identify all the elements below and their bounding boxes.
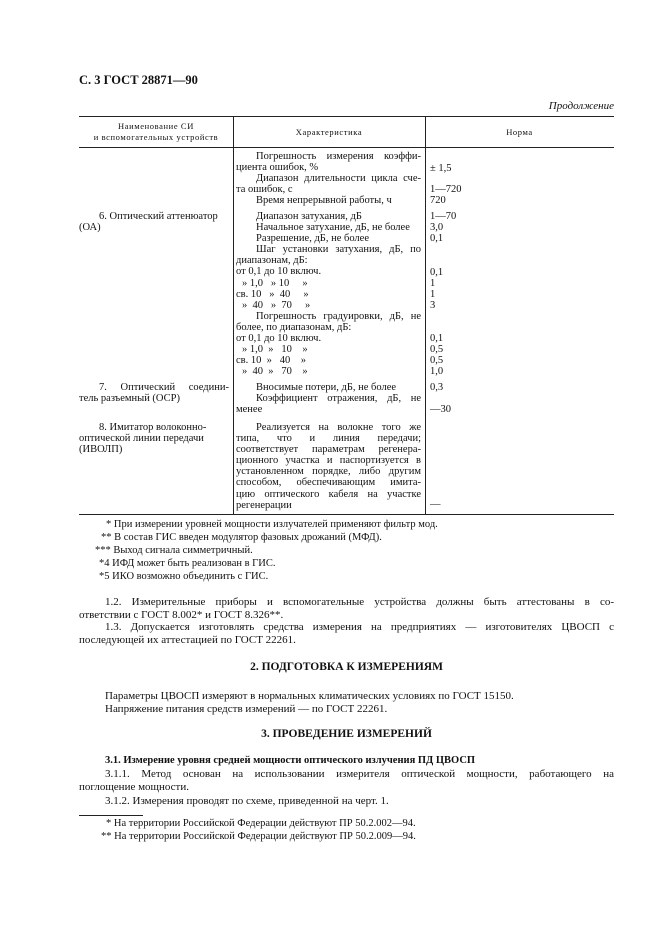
norm-value: 3: [430, 300, 436, 311]
norm-value: 0,1: [430, 267, 444, 278]
page-footnote: ** На территории Российской Федерации действуют ПР 50.2.009—94.: [101, 831, 416, 842]
characteristics-block-2: Диапазон затухания, дБ Начальное затухание, дБ, не более Разрешение, дБ, не более Шаг установки затухания, дБ, по диапазонам, дБ: от 0,1 до 10 включ. » 1,0 » 10 » св. 10 » 40 » » 40 » 70 » Погрешность градуировки, дБ, не более, по диапазонам, дБ: от 0,1 до 10 включ. » 1,0 » 10 » св. 10 » 40 » » 40 » 70 »: [236, 211, 421, 378]
norm-value: 0,5: [430, 344, 444, 355]
norm-value: 0,1: [430, 333, 444, 344]
section-2-title: 2. ПОДГОТОВКА К ИЗМЕРЕНИЯМ: [250, 661, 443, 673]
norm-value: —: [430, 499, 441, 510]
table-footnote: *5 ИКО возможно объединить с ГИС.: [99, 571, 269, 582]
section-2-text: Параметры ЦВОСП измеряют в нормальных климатических условиях по ГОСТ 15150. Напряжение питания средств измерений — по ГОСТ 22261.: [105, 690, 514, 715]
table-footnote: *4 ИФД может быть реализован в ГИС.: [99, 558, 276, 569]
column-header-norm: Норма: [506, 127, 533, 137]
norm-value: ± 1,5: [430, 163, 452, 174]
subsection-3-1-title: 3.1. Измерение уровня средней мощности оптического излучения ПД ЦВОСП: [105, 755, 476, 766]
table-divider-2: [425, 116, 426, 514]
paragraph-1-3: 1.3. Допускается изготовлять средства измерения на предприятиях — изготовителях ЦВОСП с последующей их аттестацией по ГОСТ 22261.: [79, 621, 614, 646]
table-footnote: * При измерении уровней мощности излучателей применяют фильтр мод.: [106, 519, 438, 530]
norm-value: 1—70: [430, 211, 457, 222]
characteristics-block-4: Реализуется на волокне того же типа, что и линия передачи; соответствует параметрам регенера- ционного участка и паспортизуется в установленном порядке, либо другим способом, обеспечивающим имита- цию оптического кабеля на участке регенерации: [236, 422, 421, 511]
characteristics-block-3: Вносимые потери, дБ, не более Коэффициент отражения, дБ, не менее: [236, 382, 421, 416]
norm-value: 1: [430, 289, 436, 300]
table-top-rule: [79, 116, 614, 117]
norm-value: 1,0: [430, 366, 444, 377]
norm-value: 0,1: [430, 233, 444, 244]
characteristics-block-1: Погрешность измерения коэффи- циента ошибок, % Диапазон длительности цикла сче- та ошибок, с Время непрерывной работы, ч: [236, 151, 421, 207]
norm-value: 0,5: [430, 355, 444, 366]
table-footnote: ** В состав ГИС введен модулятор фазовых дрожаний (МФД).: [101, 532, 382, 543]
norm-value: —30: [430, 404, 451, 415]
norm-value: 3,0: [430, 222, 444, 233]
paragraph-1-2: 1.2. Измерительные приборы и вспомогательные устройства должны быть аттестованы в со- ответствии с ГОСТ 8.002* и ГОСТ 8.326**.: [79, 596, 614, 621]
paragraph-3-1-1: 3.1.1. Метод основан на использовании измерителя оптической мощности, работающего на поглощение мощности.: [79, 768, 614, 793]
paragraph-3-1-2: 3.1.2. Измерения проводят по схеме, приведенной на черт. 1.: [105, 795, 389, 807]
column-header-instruments: Наименование СИ и вспомогательных устройств: [93, 121, 219, 142]
table-divider-1: [233, 116, 234, 514]
page-title: С. 3 ГОСТ 28871—90: [79, 73, 198, 87]
page-footnote: * На территории Российской Федерации действуют ПР 50.2.002—94.: [106, 818, 416, 829]
column-header-characteristic: Характеристика: [295, 127, 363, 137]
norm-value: 1: [430, 278, 436, 289]
norm-value: 720: [430, 195, 446, 206]
row-simulator-name: 8. Имитатор волоконно- оптической линии передачи (ИВОЛП): [79, 422, 207, 456]
table-header-rule: [79, 147, 614, 148]
row-connector-name: 7. Оптический соедини- тель разъемный (ОСР): [79, 382, 229, 405]
continuation-label: Продолжение: [548, 100, 614, 112]
footnote-separator: [79, 815, 143, 816]
table-bottom-rule: [79, 514, 614, 515]
row-attenuator-name: 6. Оптический аттенюатор (ОА): [79, 211, 218, 234]
norm-value: 0,3: [430, 382, 444, 393]
table-footnote: *** Выход сигнала симметричный.: [95, 545, 253, 556]
section-3-title: 3. ПРОВЕДЕНИЕ ИЗМЕРЕНИЙ: [261, 728, 432, 740]
norm-value: 1—720: [430, 184, 462, 195]
